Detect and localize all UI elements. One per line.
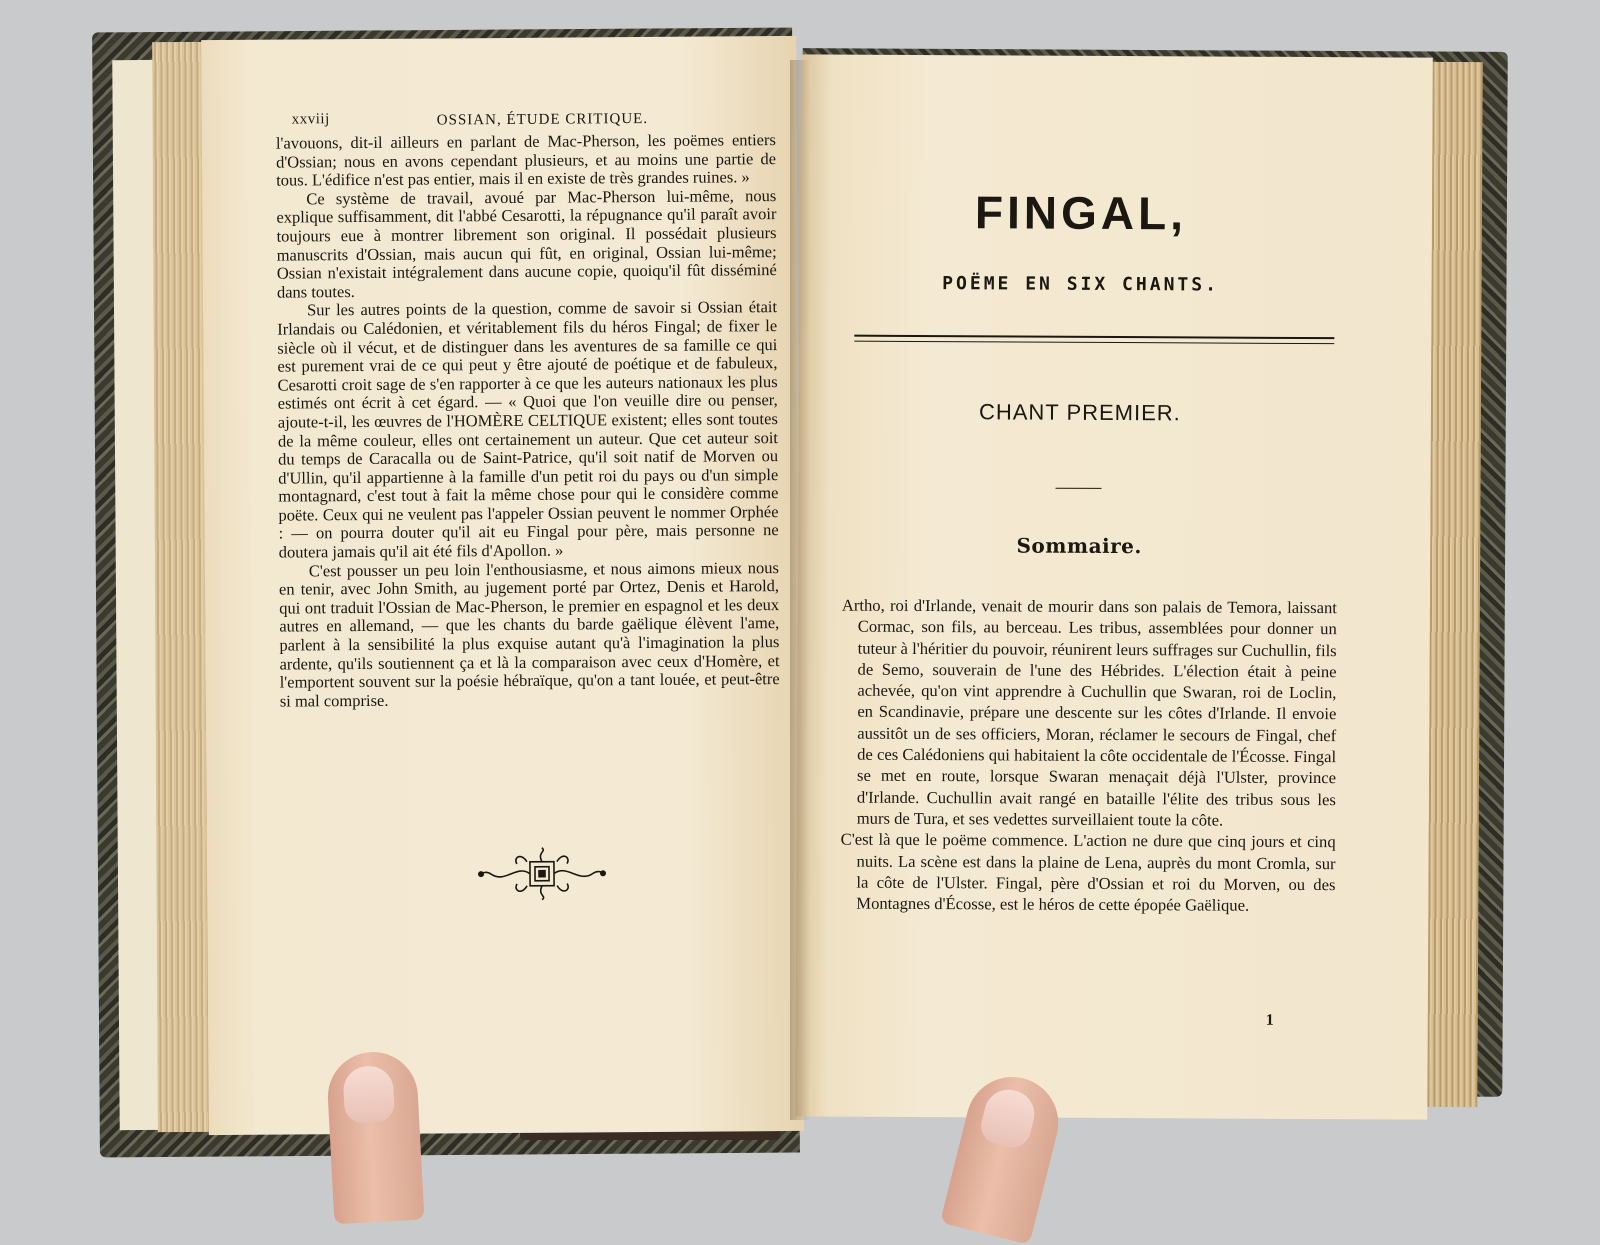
printer-ornament-icon <box>477 845 607 902</box>
paragraph: l'avouons, dit-il ailleurs en parlant de Mac-Pherson, les poëmes entiers d'Ossian; nous en avons cependant plusieurs, et au moins une partie de tous. L'édifice n'est pas entier, mais il en existe de très grandes ruines. » <box>275 130 777 190</box>
running-head <box>291 108 772 129</box>
page-folio-left: xxviij <box>291 111 330 128</box>
paragraph: C'est pousser un peu loin l'enthousiasme, et nous aimons mieux nous en tenir, avec John Smith, au jugement porté par Ortez, Denis et Harold, qui ont traduit l'Ossian de Mac-Pherson, le premier en espagnol et les deux autres en allemand, — que les chants du barde gaëlique élèvent l'ame, parlent à la sensibilité la plus exquise autant qu'à l'imagination la plus ardente, qu'ils soutiennent ça et là la comparaison avec ceux d'Homère, et l'emportent souvent sur la poésie hébraïque, qu'on a tant louée, et peut-être si mal comprise. <box>278 557 780 711</box>
left-page-body <box>276 131 780 711</box>
paragraph: Artho, roi d'Irlande, venait de mourir dans son palais de Temora, laissant Cormac, son fils, au berceau. Les tribus, assemblées pour donner un tuteur à l'héritier du pouvoir, réunirent leurs suffrages sur Cuchullin, fils de Semo, souverain de l'une des Hébrides. L'élection était à peine achevée, qu'on vint apprendre à Cuchullin que Swaran, roi de Loclin, en Scandinavie, prépare une descente sur les côtes d'Irlande. Il envoie aussitôt un de ses officiers, Moran, réclamer le secours de Fingal, chef de ces Calédoniens qui habitaient la côte occidentale de l'Écosse. Fingal se met en route, lorsque Swaran menaçait déjà l'Ulster, province d'Irlande. Cuchullin avait rangé en bataille l'élite des tribus sous les murs de Tura, et ses vedettes surveillaient toute la côte. <box>841 595 1337 830</box>
gutter-shadow <box>790 60 810 1120</box>
right-page <box>795 54 1433 1119</box>
page-folio-right: 1 <box>1265 1011 1274 1029</box>
left-page <box>201 36 804 1135</box>
paragraph: C'est là que le poëme commence. L'action ne dure que cinq jours et cinq nuits. La scène est dans la plaine de Lena, auprès du mont Cromla, sur la côte de l'Ulster. Fingal, père d'Ossian et roi du Morven, ou des Montagnes d'Écosse, est le héros de cette épopée Gaëlique. <box>840 829 1336 915</box>
thumb-left <box>326 1050 425 1224</box>
thumbnail-nail <box>342 1065 395 1124</box>
paragraph: Sur les autres points de la question, comme de savoir si Ossian était Irlandais ou Calédonien, et véritablement fils du héros Fingal; de fixer le siècle où il vécut, et de distinguer dans les aventures de sa famille ce qui est purement vrai de ce qui peut y être ajouté de poétique et de fabuleux, Cesarotti croit sage de s'en rapporter à ce que les auteurs nationaux les plus estimés ont écrit à cet égard. — « Quoi que l'on veuille dire ou penser, ajoute-t-il, les œuvres de l'HOMÈRE CELTIQUE existent; elles sont toutes de la même couleur, elles ont certainement un auteur. Que cet auteur soit du temps de Caracalla ou de Saint-Patrice, qu'il soit natif de Morven ou d'Ullin, qu'il appartienne à la famille d'un petit roi du pays ou d'un simple montagnard, c'est tout à fait la même chose pour qui le considère comme poëte. Ceux qui ne veulent pas l'appeler Ossian peuvent le nommer Orphée : — on pourra douter qu'il ait eu Fingal pour père, mais personne ne doutera jamais qu'il ait été fils d'Apollon. » <box>277 297 779 562</box>
paragraph: Ce système de travail, avoué par Mac-Pherson lui-même, nous explique suffisamment, dit l'abbé Cesarotti, la répugnance qu'il paraît avoir toujours eue à montrer librement son original. Il possédait plusieurs manuscrits d'Ossian, mais aucun qui fût, en original, Ossian lui-même; Ossian n'existait intégralement dans aucune copie, quoiqu'il fût disséminé dans toutes. <box>276 185 777 302</box>
running-head-title: OSSIAN, ÉTUDE CRITIQUE. <box>436 110 649 129</box>
thumbnail-nail <box>977 1085 1039 1151</box>
poem-title <box>800 184 1432 241</box>
poem-subtitle <box>800 272 1432 296</box>
chant-heading <box>799 398 1431 427</box>
sommaire-heading <box>798 532 1430 559</box>
short-rule-divider <box>1056 488 1102 489</box>
poem-subtitle-text: POËME EN SIX CHANTS. <box>942 273 1220 296</box>
page-edges-right <box>1425 62 1482 1107</box>
right-page-body <box>840 595 1337 917</box>
double-rule-divider <box>854 335 1334 345</box>
poem-title-text: FINGAL, <box>974 186 1188 240</box>
sommaire-heading-text: Sommaire. <box>1016 533 1142 559</box>
chant-heading-text: CHANT PREMIER. <box>978 399 1181 426</box>
